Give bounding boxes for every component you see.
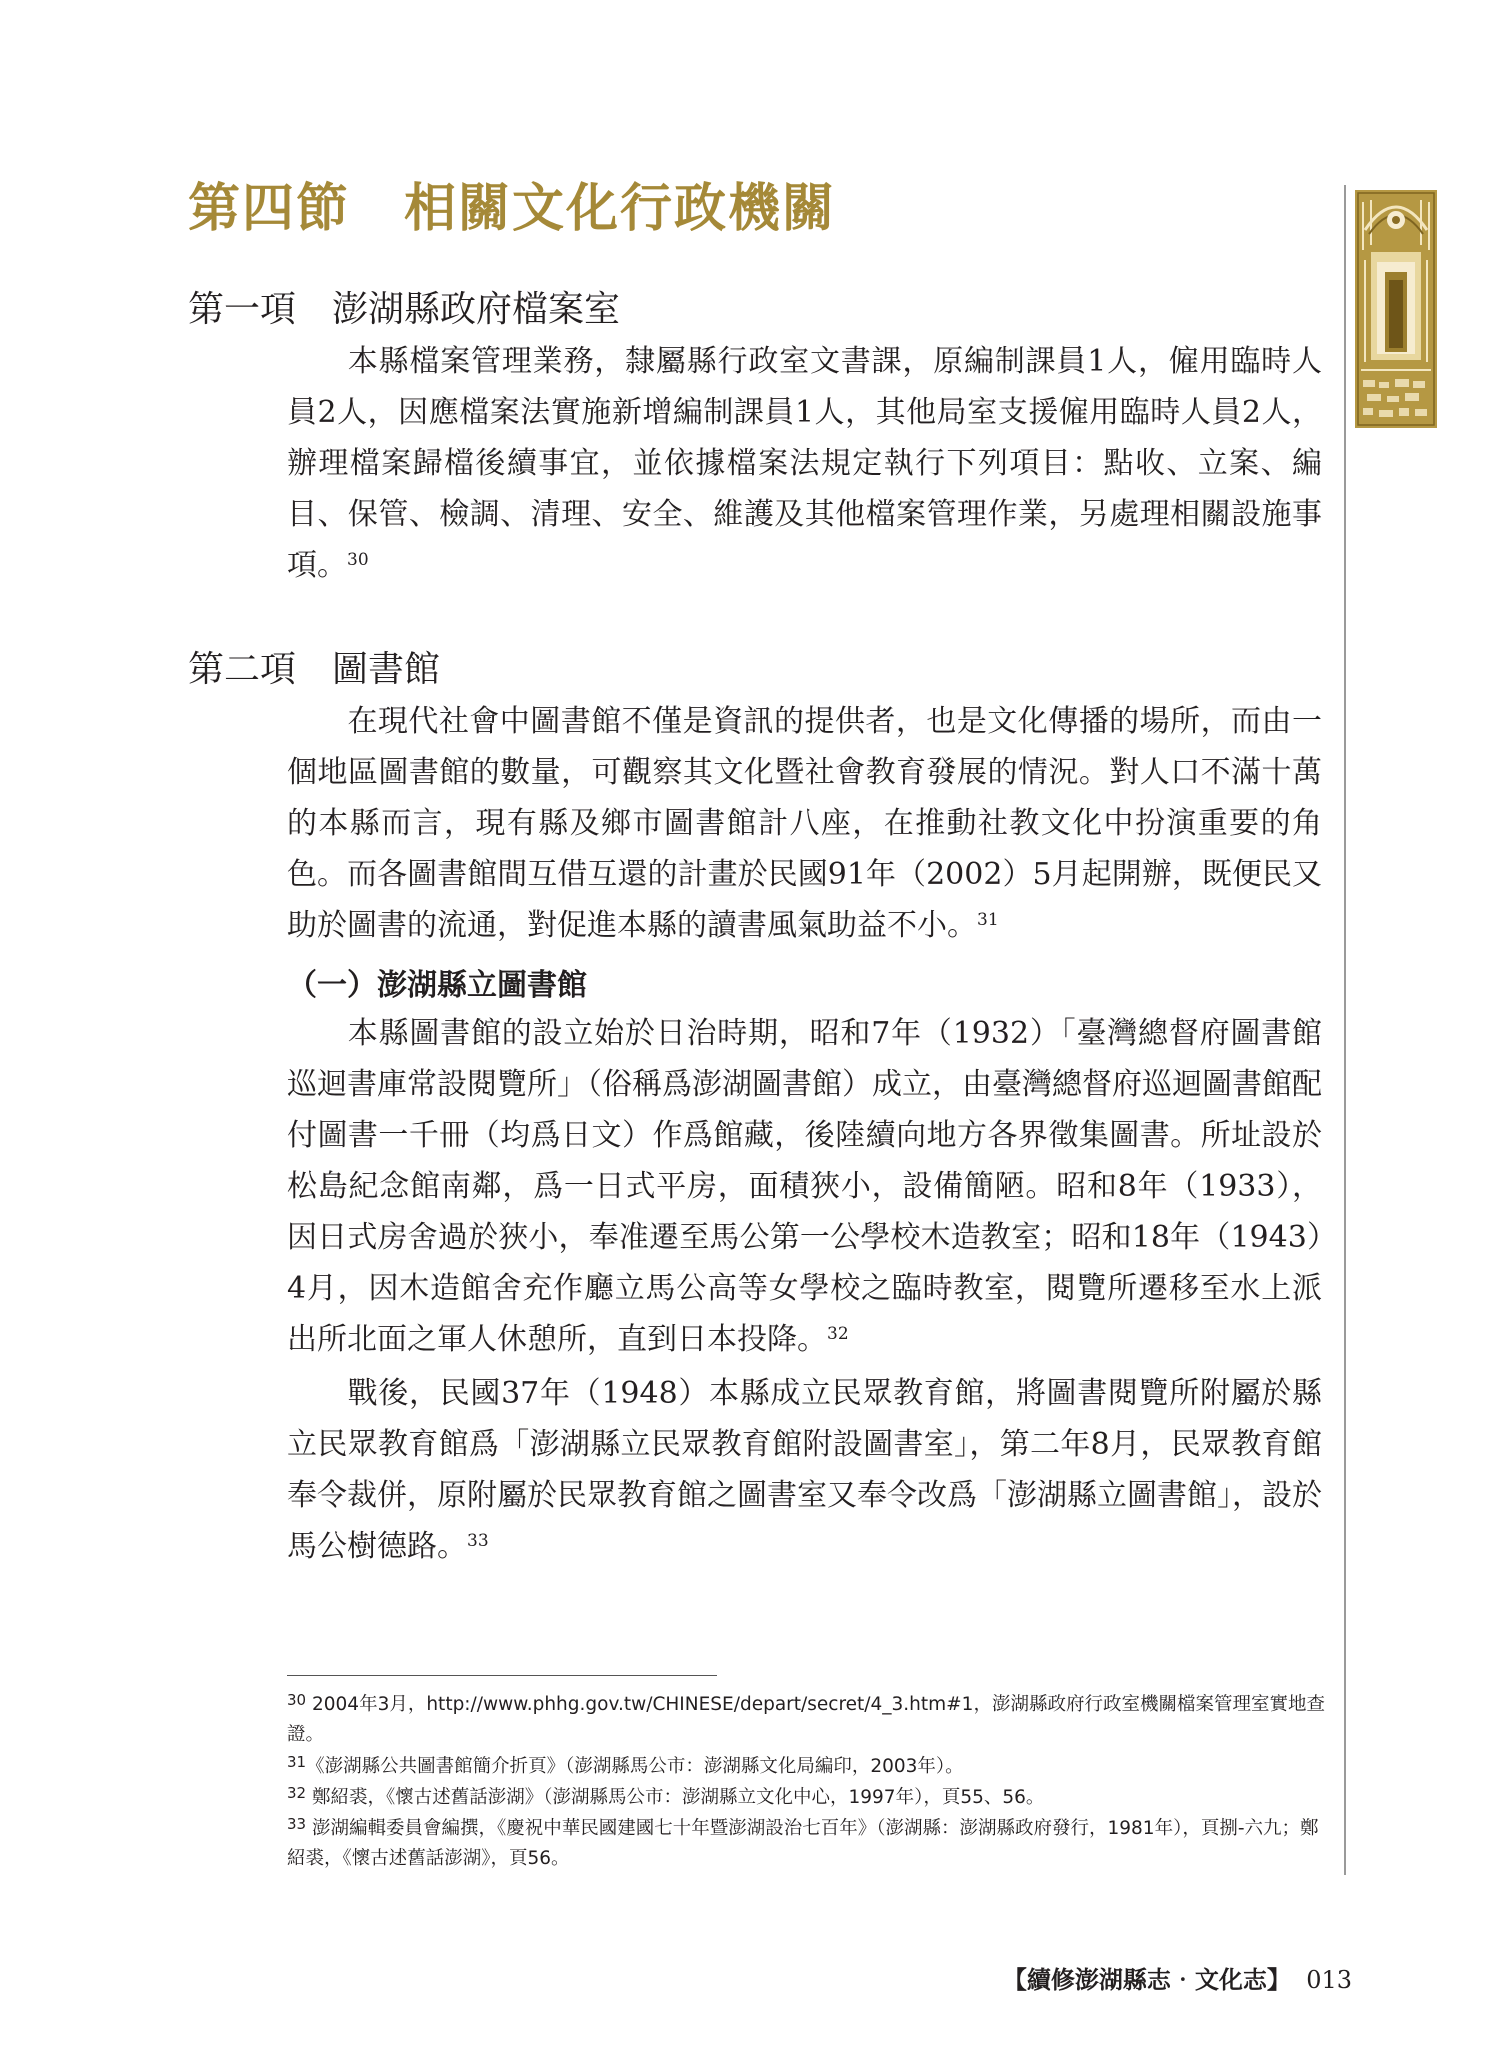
footnote-ref-31[interactable]: 31 (977, 910, 999, 930)
subsection-text-1: 本縣圖書館的設立始於日治時期，昭和7年（1932）「臺灣總督府圖書館巡迴書庫常設閱覽所」（俗稱爲澎湖圖書館）成立，由臺灣總督府巡迴圖書館配付圖書一千冊（均爲日文）作爲館藏，後陸續向地方各界徵集圖書。所址設於松島紀念館南鄰，爲一日式平房，面積狹小，設備簡陋。昭和8年（1933），因日式房舍過於狹小，奉准遷至馬公第一公學校木造教室；昭和18年（1943）4月，因木造館舍充作廳立馬公高等女學校之臨時教室，閱覽所遷移至水上派出所北面之軍人休憩所，直到日本投降。 (287, 1016, 1322, 1357)
footnote-text: 2004年3月，http://www.phhg.gov.tw/CHINESE/depart/secret/4_3.htm#1，澎湖縣政府行政室機關檔案管理室實地查證。 (287, 1694, 1325, 1745)
footnote-number: 32 (287, 1784, 307, 1802)
margin-rule (1344, 185, 1346, 1875)
footnote-number: 31 (287, 1753, 307, 1771)
footnote-number: 30 (287, 1691, 307, 1709)
footnote-text: 《澎湖縣公共圖書館簡介折頁》（澎湖縣馬公市：澎湖縣文化局編印，2003年）。 (306, 1756, 964, 1777)
footnote-33 (287, 1814, 1327, 1874)
item-2-text: 在現代社會中圖書館不僅是資訊的提供者，也是文化傳播的場所，而由一個地區圖書館的數量，可觀察其文化暨社會教育發展的情況。對人口不滿十萬的本縣而言，現有縣及鄉市圖書館計八座，在推動社教文化中扮演重要的角色。而各圖書館間互借互還的計畫於民國91年（2002）5月起開辦，既便民又助於圖書的流通，對促進本縣的讀書風氣助益不小。 (287, 704, 1322, 943)
subsection-paragraph-1 (287, 1008, 1322, 1365)
footnote-separator (287, 1675, 717, 1676)
footnote-32 (287, 1783, 1327, 1813)
footnote-ref-33[interactable]: 33 (467, 1531, 489, 1551)
subsection-paragraph-2 (287, 1368, 1322, 1572)
footnote-number: 33 (287, 1815, 307, 1833)
footnote-ref-30[interactable]: 30 (347, 550, 369, 570)
item-2-title: 第二項 圖書館 (188, 649, 441, 690)
book-title: 【續修澎湖縣志‧文化志】 (1002, 1965, 1291, 1994)
page-number: 013 (1306, 1966, 1352, 1994)
item-1-title: 第一項 澎湖縣政府檔案室 (188, 289, 621, 330)
section-title: 第四節 相關文化行政機關 (188, 178, 837, 239)
footnote-text: 鄭紹裘，《懷古述舊話澎湖》（澎湖縣馬公市：澎湖縣立文化中心，1997年），頁55、56。 (311, 1787, 1045, 1808)
item-1-paragraph (287, 336, 1322, 591)
item-1-text: 本縣檔案管理業務，隸屬縣行政室文書課，原編制課員1人，僱用臨時人員2人，因應檔案法實施新增編制課員1人，其他局室支援僱用臨時人員2人，辦理檔案歸檔後續事宜，並依據檔案法規定執行下列項目：點收、立案、編目、保管、檢調、清理、安全、維護及其他檔案管理作業，另處理相關設施事項。 (287, 344, 1322, 583)
archway-photo-icon (1355, 190, 1437, 428)
footnote-31 (287, 1752, 1327, 1782)
footnote-ref-32[interactable]: 32 (827, 1324, 849, 1344)
footnote-text: 澎湖編輯委員會編撰，《慶祝中華民國建國七十年暨澎湖設治七百年》（澎湖縣：澎湖縣政府發行，1981年），頁捌-六九；鄭紹裘，《懷古述舊話澎湖》，頁56。 (287, 1818, 1319, 1869)
item-2-paragraph (287, 696, 1322, 951)
running-footer (1003, 1960, 1352, 1995)
subsection-text-2: 戰後，民國37年（1948）本縣成立民眾教育館，將圖書閱覽所附屬於縣立民眾教育館爲「澎湖縣立民眾教育館附設圖書室」，第二年8月，民眾教育館奉令裁併，原附屬於民眾教育館之圖書室又奉令改爲「澎湖縣立圖書館」，設於馬公樹德路。 (287, 1376, 1322, 1564)
subsection-heading: （一）澎湖縣立圖書館 (287, 968, 587, 1003)
footnote-30 (287, 1690, 1327, 1750)
